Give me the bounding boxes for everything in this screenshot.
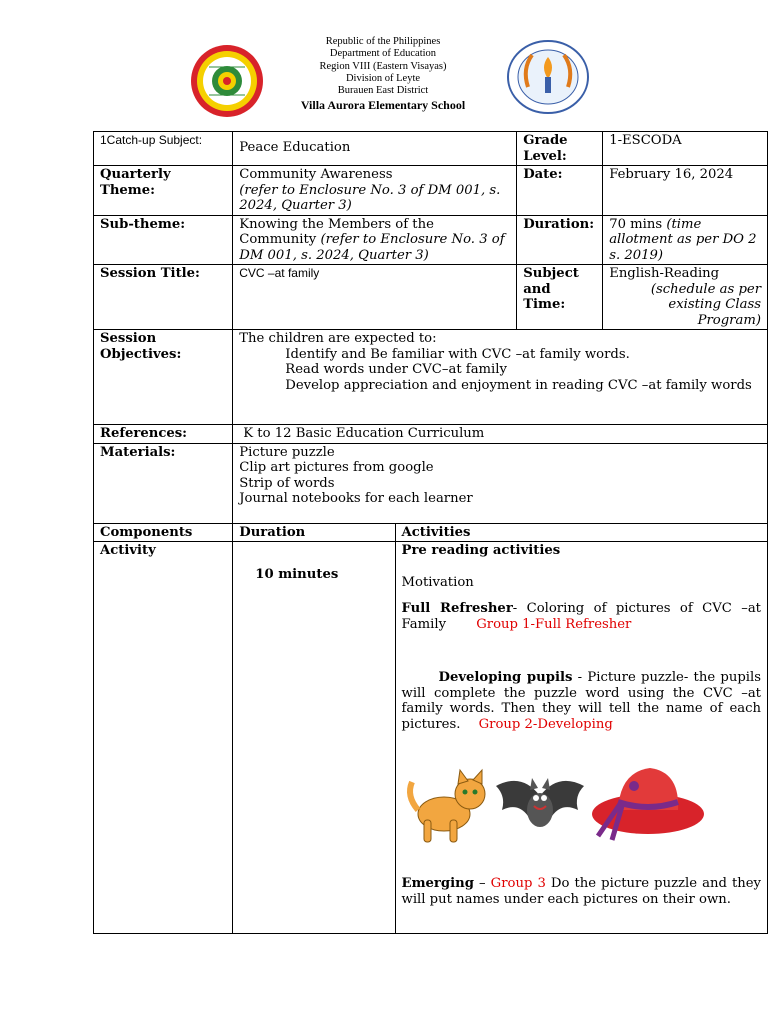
subject-time-value: English-Reading (609, 266, 720, 281)
header-line-region: Region VIII (Eastern Visayas) (319, 60, 447, 72)
header-text (283, 36, 483, 112)
bat-picture (492, 766, 588, 846)
quarterly-theme-reference: (refer to Enclosure No. 3 of DM 001, s. 2024, Quarter 3) (239, 182, 501, 213)
duration-note: (time allotment as per DO 2 s. 2019) (609, 216, 757, 263)
sub-theme-cell (233, 215, 517, 265)
session-objectives-cell (233, 330, 768, 425)
quarterly-theme-value: Community Awareness (239, 167, 393, 182)
row-subject (94, 132, 768, 166)
material-item: Strip of words (239, 475, 335, 491)
full-refresher-label: Full Refresher (401, 601, 513, 616)
row-session-title (94, 265, 768, 330)
session-objectives-label: Session Objectives: (94, 330, 233, 425)
objectives-intro: The children are expected to: (239, 331, 437, 346)
full-refresher-paragraph (402, 601, 761, 632)
row-theme (94, 166, 768, 216)
emerging-paragraph (402, 876, 761, 907)
objective-item: Read words under CVC–at family (285, 362, 507, 377)
row-activity (94, 542, 768, 934)
duration-column-header: Duration (233, 523, 395, 542)
row-objectives (94, 330, 768, 425)
material-item: Clip art pictures from google (239, 460, 434, 475)
session-title-label: Session Title: (94, 265, 233, 330)
grade-level-label: Grade Level: (517, 132, 603, 166)
header-line-division: Division of Leyte (345, 72, 421, 84)
material-item: Picture puzzle (239, 444, 335, 460)
header-line-republic: Republic of the Philippines (325, 36, 441, 47)
full-refresher-text: - Coloring of pictures of CVC –at Family (401, 601, 761, 632)
developing-text: - Picture puzzle- the pupils will complete the puzzle word using the CVC –at family words. Then they will tell the name of each pictures. (401, 670, 761, 732)
duration-label: Duration: (517, 215, 603, 265)
school-seal-logo (506, 39, 590, 115)
row-subtheme (94, 215, 768, 265)
objective-item: Identify and Be familiar with CVC –at family words. (285, 346, 630, 362)
activities-cell (395, 542, 767, 934)
row-components-header (94, 523, 768, 542)
quarterly-theme-cell (233, 166, 517, 216)
activity-duration: 10 minutes (233, 542, 395, 934)
cvc-pictures (402, 752, 761, 846)
developing-label: Developing pupils (438, 670, 573, 685)
group-1-label: Group 1-Full Refresher (476, 616, 632, 632)
references-value: K to 12 Basic Education Curriculum (233, 425, 768, 444)
emerging-text: Do the picture puzzle and they will put names under each pictures on their own. (401, 876, 762, 907)
duration-value: 70 mins (609, 216, 663, 232)
group-2-label: Group 2-Developing (478, 716, 613, 732)
hat-picture (588, 756, 706, 846)
sub-theme-reference: (refer to Enclosure No. 3 of DM 001, s. 2024, Quarter 3) (239, 232, 505, 263)
district-seal-logo (189, 43, 265, 119)
activity-component-label: Activity (94, 542, 233, 934)
emerging-dash: – (479, 876, 486, 891)
references-label: References: (94, 425, 233, 444)
quarterly-theme-label: Quarterly Theme: (94, 166, 233, 216)
document-header (0, 36, 768, 120)
duration-cell (603, 215, 768, 265)
header-line-district: Burauen East District (337, 85, 429, 97)
sub-theme-value: Knowing the Members of the Community (239, 216, 434, 247)
grade-level-value: 1-ESCODA (603, 132, 768, 166)
date-label: Date: (517, 166, 603, 216)
subject-value: Peace Education (233, 132, 517, 166)
materials-label: Materials: (94, 443, 233, 523)
session-title-value: CVC –at family (233, 265, 517, 330)
row-materials (94, 443, 768, 523)
activities-column-header: Activities (395, 523, 767, 542)
pre-reading-heading: Pre reading activities (401, 543, 561, 558)
motivation-text: Motivation (401, 574, 474, 590)
materials-cell (233, 443, 768, 523)
emerging-label: Emerging (401, 876, 474, 891)
material-item: Journal notebooks for each learner (239, 491, 473, 506)
objective-item: Develop appreciation and enjoyment in reading CVC –at family words (285, 377, 752, 393)
developing-paragraph (402, 670, 761, 732)
row-references (94, 425, 768, 444)
sub-theme-label: Sub-theme: (94, 215, 233, 265)
date-value: February 16, 2024 (603, 166, 768, 216)
subject-label: 1Catch-up Subject: (94, 132, 233, 166)
lesson-plan-table (93, 131, 768, 934)
group-3-label: Group 3 (490, 876, 546, 891)
subject-time-cell (603, 265, 768, 330)
subject-time-note: (schedule as per existing Class Program) (650, 281, 761, 328)
cat-picture (402, 756, 492, 846)
components-column-header: Components (94, 523, 233, 542)
subject-time-label: Subject and Time: (517, 265, 603, 330)
header-line-deped: Department of Education (329, 48, 437, 60)
school-name: Villa Aurora Elementary School (300, 98, 466, 113)
